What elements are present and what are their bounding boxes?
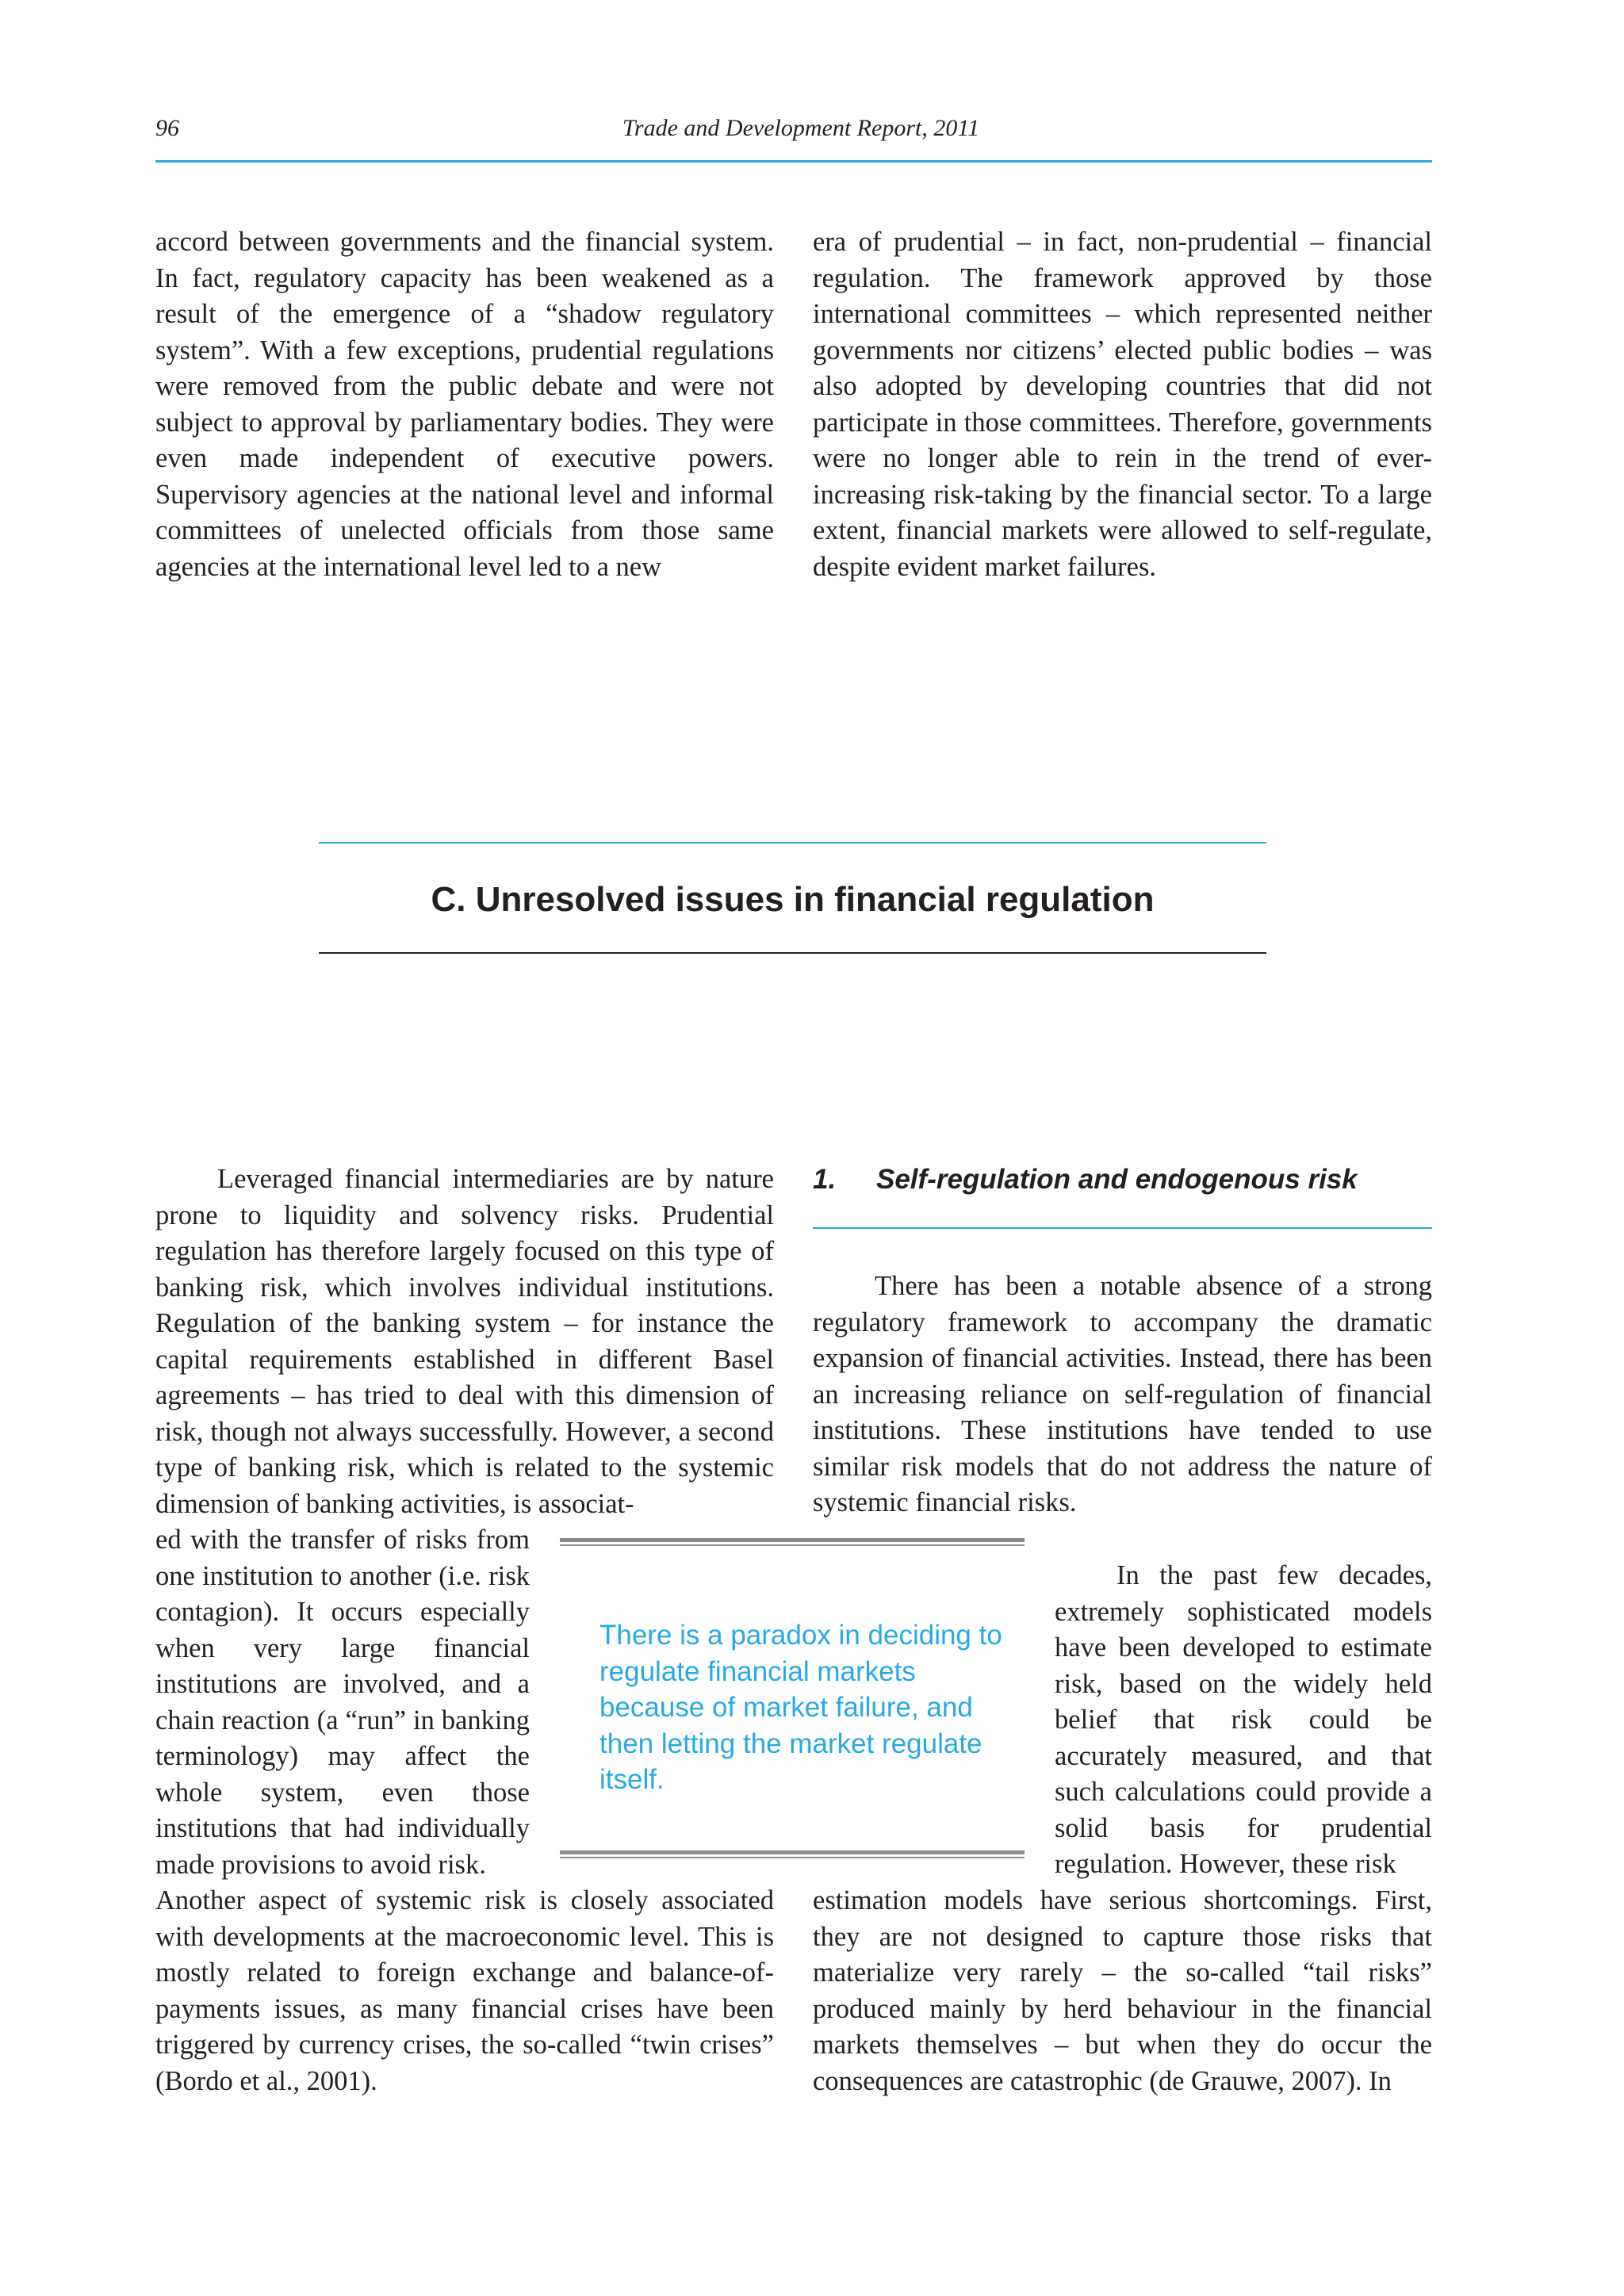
subsection-title: Self-regulation and endogenous risk	[876, 1164, 1358, 1195]
top-left-paragraph	[155, 224, 774, 585]
running-header-title: Trade and Development Report, 2011	[622, 115, 980, 141]
paragraph-text: era of prudential – in fact, non-prudential – financial regulation. The framework approved by those international committees – which represented neither governments nor citizens’ elected public bodies – was also adopted by developing countries that did not participate in those committees. Therefore, governments were no longer able to rein in the trend of ever-increasing risk-taking by the financial sector. To a large extent, financial markets were allowed to self-regulate, despite evident market failures.	[813, 227, 1432, 582]
paragraph-text: Another aspect of systemic risk is closely associated with developments at the macroeconomic level. This is mostly related to foreign exchange and balance-of-payments issues, as many financial crises have been triggered by currency crises, the so-called “twin crises” (Bordo et al., 2001).	[155, 1885, 774, 2096]
left-column-paragraph-end	[155, 1883, 774, 2099]
paragraph-text: ed with the transfer of risks from one institution to another (i.e. risk contagion). It occurs especially when very large financial institutions are involved, and a chain reaction (a “run” in banking terminology) may affect the whole system, even those institutions that had individually made provisions to avoid risk.	[155, 1525, 530, 1880]
right-column-paragraph-1	[813, 1269, 1432, 1521]
section-heading: C. Unresolved issues in financial regulation	[431, 880, 1155, 919]
header-rule	[155, 160, 1432, 163]
top-right-paragraph	[813, 224, 1432, 585]
paragraph-text: Leveraged financial intermediaries are by nature prone to liquidity and solvency risks. Prudential regulation has therefore largely focused on this type of banking risk, which involves individual institutions. Regulation of the banking system – for instance the capital requirements established in different Basel agreements – has tried to deal with this dimension of risk, though not always successfully. However, a second type of banking risk, which is related to the systemic dimension of banking activities, is associat-	[155, 1164, 774, 1519]
paragraph-text: In the past few decades, extremely sophisticated models have been developed to estimate risk, based on the widely held belief that risk could be accurately measured, and that such calculations could provide a solid basis for prudential regulation. However, these risk	[1055, 1560, 1432, 1879]
subsection-rule	[813, 1227, 1432, 1229]
paragraph-text: There has been a notable absence of a strong regulatory framework to accompany the dramatic expansion of financial activities. Instead, there has been an increasing reliance on self-regulation of financial institutions. These institutions have tended to use similar risk models that do not address the nature of systemic financial risks.	[813, 1271, 1432, 1517]
pull-quote-rule-top	[560, 1538, 1025, 1545]
left-column-wrapped-text	[155, 1522, 530, 1883]
paragraph-text: estimation models have serious shortcomings. First, they are not designed to capture those risks that materialize very rarely – the so-called “tail risks” produced mainly by herd behaviour in the financial markets themselves – but when they do occur the consequences are catastrophic (de Grauwe, 2007). In	[813, 1885, 1432, 2096]
subsection-number: 1.	[813, 1164, 837, 1195]
paragraph-text: accord between governments and the financial system. In fact, regulatory capacity has been weakened as a result of the emergence of a “shadow regulatory system”. With a few exceptions, prudential regulations were removed from the public debate and were not subject to approval by parliamentary bodies. They were even made independent of executive powers. Supervisory agencies at the national level and informal committees of unelected officials from those same agencies at the international level led to a new	[155, 227, 774, 582]
section-rule-bottom	[319, 952, 1266, 954]
right-column-paragraph-2-continued	[813, 1883, 1432, 2099]
section-rule-top	[319, 842, 1266, 844]
page-number: 96	[155, 115, 179, 141]
pull-quote-rule-bottom	[560, 1850, 1025, 1858]
pull-quote-text: There is a paradox in deciding to regulate financial markets because of market failure, and then letting the market regulate itself.	[599, 1620, 1002, 1795]
left-column-paragraph-start	[155, 1161, 774, 1522]
subsection-heading	[813, 1161, 1447, 1197]
right-column-wrapped-text	[1055, 1558, 1432, 1883]
pull-quote	[560, 1538, 1025, 1858]
